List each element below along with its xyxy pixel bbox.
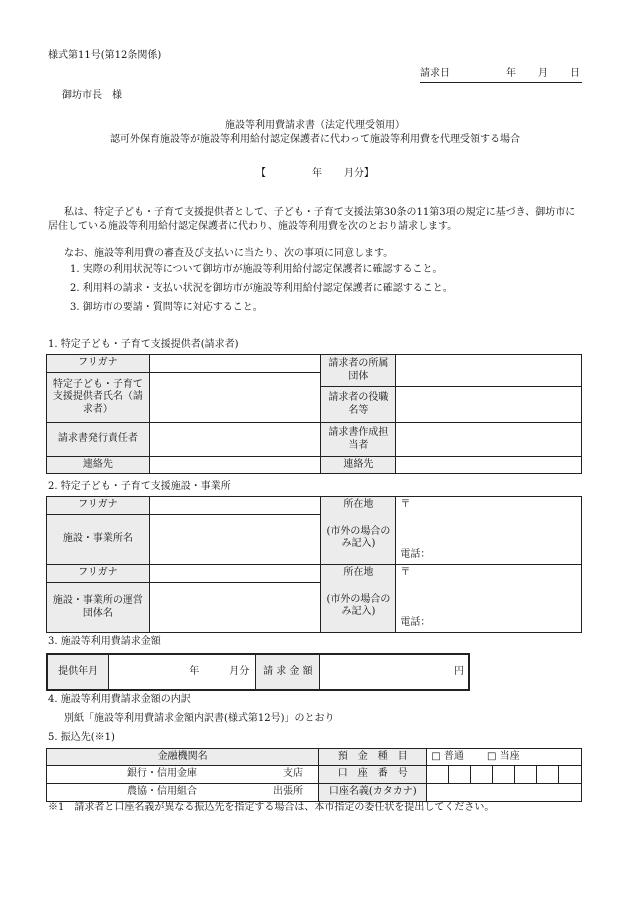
postal2-mark: 〒	[400, 567, 411, 578]
location1-note: (市外の場合のみ記入)	[326, 525, 391, 549]
section1-table	[46, 354, 582, 474]
operator-furigana-label: フリガナ	[47, 565, 150, 583]
addressee: 御坊市長 様	[62, 90, 122, 101]
location1-title: 所在地	[343, 499, 374, 510]
title-line2: 認可外保育施設等が施設等利用給付認定保護者に代わって施設等利用費を代理受領する場合	[110, 134, 520, 145]
account-digit-3[interactable]	[471, 766, 493, 784]
section2-heading: 2. 特定子ども・子育て支援施設・事業所	[48, 481, 231, 492]
account-digit-1[interactable]	[427, 766, 449, 784]
body-paragraph: 私は、特定子ども・子育て支援提供者として、子ども・子育て支援法第30条の11第3項の規定に基づき、御坊市に居住している施設等利用給付認定保護者に代わり、施設等利用費を次のとおり請求します。	[48, 207, 576, 232]
account-holder-label: 口座名義(カタカナ)	[319, 784, 427, 802]
account-digit-4[interactable]	[493, 766, 515, 784]
org-label: 請求者の所属団体	[321, 355, 396, 387]
consent-paragraph: なお、施設等利用費の審査及び支払いに当たり、次の事項に同意します。	[64, 248, 394, 259]
agri-types: 農協・信用組合	[127, 786, 197, 797]
contact-left-input[interactable]	[149, 457, 321, 474]
deposit-type-label: 預 金 種 目	[319, 749, 427, 766]
facility-furigana-input[interactable]	[149, 497, 321, 515]
contact-right-label: 連絡先	[321, 457, 396, 474]
section4-text: 別紙「施設等利用費請求金額内訳書(様式第12号)」のとおり	[64, 713, 335, 724]
provider-name-input[interactable]	[149, 373, 321, 423]
account-digit-7[interactable]	[559, 766, 582, 784]
yen-unit: 円	[454, 665, 464, 677]
org-input[interactable]	[396, 355, 582, 387]
contact-right-input[interactable]	[396, 457, 582, 474]
location2-label	[321, 565, 396, 633]
contact-left-label: 連絡先	[47, 457, 150, 474]
deposit-type-options	[427, 749, 582, 766]
location1-label	[321, 497, 396, 565]
consent-item-1: 1. 実際の利用状況等について御坊市が施設等利用給付認定保護者に確認すること。	[70, 264, 443, 275]
section1-heading: 1. 特定子ども・子育て支援提供者(請求者)	[48, 339, 239, 350]
phone1-label: 電話：	[400, 548, 431, 560]
period-label: 提供年月	[47, 654, 109, 690]
location2-input[interactable]	[396, 565, 582, 633]
operator-name-input[interactable]	[149, 583, 321, 633]
post-input[interactable]	[396, 387, 582, 423]
title-line1: 施設等利用費請求書（法定代理受領用）	[225, 120, 405, 131]
account-digit-2[interactable]	[449, 766, 471, 784]
section3-table	[46, 653, 470, 691]
post-label: 請求者の役職名等	[321, 387, 396, 423]
section5-table	[46, 748, 582, 802]
creator-input[interactable]	[396, 423, 582, 457]
facility-name-label: 施設・事業所名	[47, 515, 150, 565]
location1-input[interactable]	[396, 497, 582, 565]
account-number-label: 口 座 番 号	[319, 766, 427, 784]
postal1-mark: 〒	[400, 499, 411, 510]
location2-title: 所在地	[343, 567, 374, 578]
furigana-input[interactable]	[149, 355, 321, 373]
amount-label: 請 求 金 額	[256, 654, 320, 690]
date-label: 請求日	[420, 68, 450, 79]
form-number: 様式第11号(第12条関係)	[48, 50, 162, 61]
account-digit-6[interactable]	[537, 766, 559, 784]
operator-furigana-input[interactable]	[149, 565, 321, 583]
section2-table	[46, 496, 582, 633]
period-year-unit: 年	[189, 666, 200, 677]
facility-furigana-label: フリガナ	[47, 497, 150, 515]
request-date	[420, 68, 582, 83]
bank-name-input[interactable]	[47, 766, 319, 784]
account-holder-input[interactable]	[427, 784, 582, 802]
furigana-label: フリガナ	[47, 355, 150, 373]
current-checkbox[interactable]: □ 当座	[487, 750, 520, 762]
date-day: 日	[570, 68, 580, 79]
period-month: 月分】	[344, 168, 374, 179]
section3-heading: 3. 施設等利用費請求金額	[48, 636, 161, 647]
date-year: 年	[506, 68, 516, 79]
period-input[interactable]	[109, 654, 256, 690]
bank-label: 金融機関名	[47, 749, 319, 766]
amount-input[interactable]	[320, 654, 469, 690]
provider-name-label: 特定子ども・子育て支援提供者氏名（請求者）	[47, 373, 150, 423]
operator-name-label: 施設・事業所の運営団体名	[47, 583, 150, 633]
section4-heading: 4. 施設等利用費請求金額の内訳	[48, 694, 191, 705]
footnote: ※1 請求者と口座名義が異なる振込先を指定する場合は、本市指定の委任状を提出してください。	[48, 802, 495, 813]
period-open: 【	[256, 168, 266, 179]
location2-note: (市外の場合のみ記入)	[326, 593, 391, 617]
bank-name-input-2[interactable]	[47, 784, 319, 802]
ordinary-checkbox[interactable]: □ 普通	[431, 750, 464, 762]
section5-heading: 5. 振込先(※1)	[48, 732, 115, 743]
phone2-label: 電話：	[400, 616, 431, 628]
period-month-unit: 月分	[229, 666, 250, 677]
branch-label: 支店	[283, 768, 303, 779]
issuer-label: 請求書発行責任者	[47, 423, 150, 457]
office-label: 出張所	[273, 786, 303, 797]
period-year: 年	[312, 168, 322, 179]
date-month: 月	[538, 68, 548, 79]
bank-types: 銀行・信用金庫	[127, 768, 197, 779]
consent-item-2: 2. 利用料の請求・支払い状況を御坊市が施設等利用給付認定保護者に確認すること。	[70, 283, 453, 294]
creator-label: 請求書作成担当者	[321, 423, 396, 457]
issuer-input[interactable]	[149, 423, 321, 457]
consent-item-3: 3. 御坊市の要請・質問等に対応すること。	[70, 302, 263, 313]
facility-name-input[interactable]	[149, 515, 321, 565]
account-digit-5[interactable]	[515, 766, 537, 784]
